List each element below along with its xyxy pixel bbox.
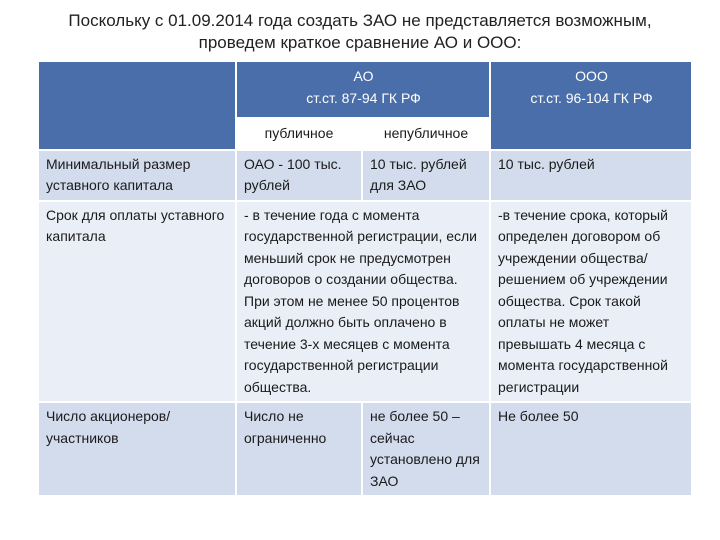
- cell-ao-merged: - в течение года с момента государственной регистрации, если меньший срок не предусмотрен договоров о создании общества. При этом не менее 50 процентов акций должно быть оплачено в течение 3-х месяцев с момента государственной регистрации общества.: [236, 201, 490, 403]
- cell-public: ОАО - 100 тыс. рублей: [236, 150, 362, 201]
- subheader-public: публичное: [236, 118, 362, 150]
- table-row: [38, 402, 692, 496]
- comparison-table: [37, 60, 693, 497]
- header-ooo-title: ООО: [575, 68, 608, 84]
- cell-nonpublic: 10 тыс. рублей для ЗАО: [362, 150, 490, 201]
- slide-title-line-1: Поскольку с 01.09.2014 года создать ЗАО не представляется возможным,: [68, 11, 652, 30]
- table-header-row: [38, 61, 692, 118]
- header-ooo-cell: [490, 61, 692, 150]
- header-ao-cell: [236, 61, 490, 118]
- header-ooo-articles: ст.ст. 96-104 ГК РФ: [530, 89, 653, 106]
- slide-title-line-2: проведем краткое сравнение АО и ООО:: [198, 33, 522, 52]
- table-row: [38, 150, 692, 201]
- row-label: Срок для оплаты уставного капитала: [38, 201, 236, 403]
- row-label: Минимальный размер уставного капитала: [38, 150, 236, 201]
- subheader-nonpublic: непубличное: [362, 118, 490, 150]
- cell-ooo: 10 тыс. рублей: [490, 150, 692, 201]
- cell-nonpublic: не более 50 – сейчас установлено для ЗАО: [362, 402, 490, 496]
- header-ao-title: АО: [353, 68, 374, 84]
- cell-ooo: Не более 50: [490, 402, 692, 496]
- cell-ooo: -в течение срока, который определен договором об учреждении общества/решением об учреждении общества. Срок такой оплаты не может превышать 4 месяца с момента государственной регистрации: [490, 201, 692, 403]
- cell-public: Число не ограниченно: [236, 402, 362, 496]
- header-empty-cell: [38, 61, 236, 150]
- slide-title: [0, 10, 720, 54]
- table-row: [38, 201, 692, 403]
- header-ao-articles: ст.ст. 87-94 ГК РФ: [306, 89, 421, 106]
- row-label: Число акционеров/ участников: [38, 402, 236, 496]
